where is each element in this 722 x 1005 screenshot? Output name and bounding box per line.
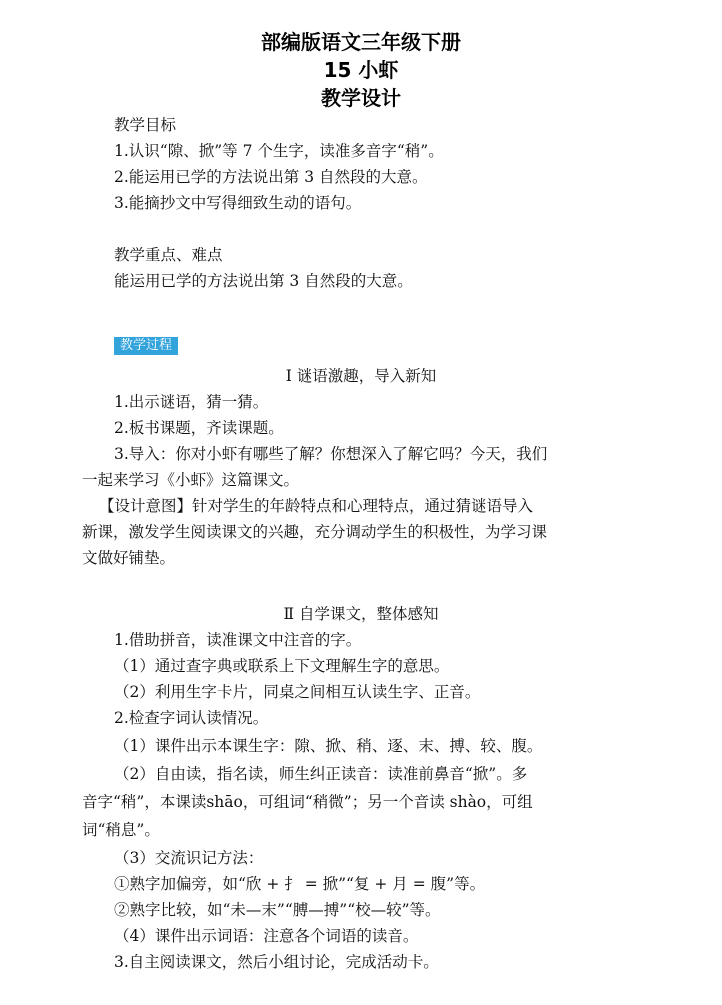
design-title: 教学设计 <box>321 86 401 110</box>
goal-item-1: 1.认识“隙、掀”等 7 个生字，读准多音字“稍”。 <box>114 142 444 160</box>
part1-item-3-line-1: 3.导入：你对小虾有哪些了解？你想深入了解它吗？今天，我们 <box>114 445 548 463</box>
part1-item-2: 2.板书课题，齐读课题。 <box>114 419 284 437</box>
goals-heading: 教学目标 <box>114 116 177 134</box>
goal-item-2: 2.能运用已学的方法说出第 3 自然段的大意。 <box>114 168 428 186</box>
document-title-block <box>0 28 722 112</box>
key-points-heading: 教学重点、难点 <box>114 246 223 264</box>
part2-item-2-sub-2-line-2: 音字“稍”，本课读shāo，可组词“稍微”；另一个音读 shào，可组 <box>82 793 533 811</box>
part2-item-1: 1.借助拼音，读准课文中注音的字。 <box>114 631 362 649</box>
part2-item-2-sub-3: （3）交流识记方法： <box>114 849 264 867</box>
part2-item-3: 3.自主阅读课文，然后小组讨论，完成活动卡。 <box>114 953 439 971</box>
design-intent-line-3: 文做好铺垫。 <box>82 549 176 567</box>
part2-item-2-sub-2-line-1: （2）自由读，指名读，师生纠正读音：读准前鼻音“掀”。多 <box>114 765 528 783</box>
part2-item-2-sub-4: （4）课件出示词语：注意各个词语的读音。 <box>114 927 419 945</box>
part2-item-2-sub-2-line-3: 词“稍息”。 <box>82 821 160 839</box>
part2-item-2-sub-1: （1）课件出示本课生字：隙、掀、稍、逐、末、搏、较、腹。 <box>114 737 543 755</box>
part1-item-1: 1.出示谜语，猜一猜。 <box>114 393 269 411</box>
design-intent-line-1: 【设计意图】针对学生的年龄特点和心理特点，通过猜谜语导入 <box>99 497 534 515</box>
memory-method-2: ②熟字比较，如“未—末”“膊—搏”“校—较”等。 <box>114 901 441 919</box>
goal-item-3: 3.能摘抄文中写得细致生动的语句。 <box>114 194 362 212</box>
lesson-title: 15 小虾 <box>323 58 399 82</box>
process-label: 教学过程 <box>114 337 178 355</box>
part1-heading: Ⅰ 谜语激趣，导入新知 <box>285 367 437 385</box>
part2-item-1-sub-1: （1）通过查字典或联系上下文理解生字的意思。 <box>114 657 450 675</box>
part2-heading: Ⅱ 自学课文，整体感知 <box>283 605 439 623</box>
part1-item-3-line-2: 一起来学习《小虾》这篇课文。 <box>82 471 300 489</box>
memory-method-1: ①熟字加偏旁，如“欣 + 扌 = 掀”“复 + 月 = 腹”等。 <box>114 875 486 893</box>
key-points-text: 能运用已学的方法说出第 3 自然段的大意。 <box>114 272 413 290</box>
design-intent-line-2: 新课，激发学生阅读课文的兴趣，充分调动学生的积极性，为学习课 <box>82 523 548 541</box>
book-title: 部编版语文三年级下册 <box>261 30 461 54</box>
part2-item-2: 2.检查字词认读情况。 <box>114 709 269 727</box>
part2-item-1-sub-2: （2）利用生字卡片，同桌之间相互认读生字、正音。 <box>114 683 481 701</box>
